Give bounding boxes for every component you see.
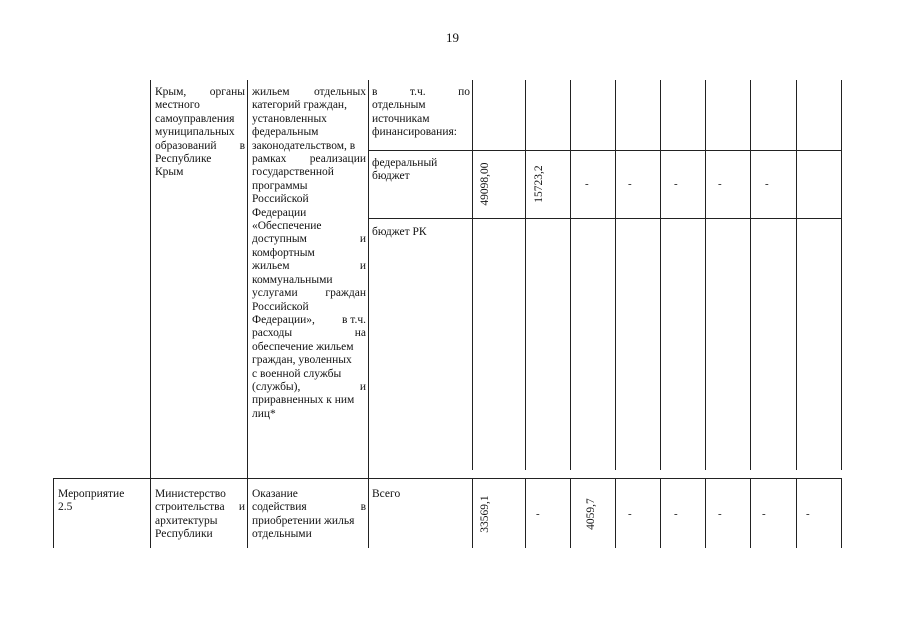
federal-dash-5: - [765, 178, 769, 190]
table-rule-horizontal [368, 150, 841, 151]
page-number: 19 [446, 30, 459, 45]
table-rule-vertical [841, 80, 842, 470]
table-rule-vertical [615, 80, 616, 470]
table-rule-vertical [472, 80, 473, 470]
table-rule-vertical [525, 478, 526, 548]
row2-dash-3: - [718, 508, 722, 520]
federal-value-2: 15723,2 [533, 165, 545, 203]
federal-budget-label: федеральный бюджет [372, 157, 438, 183]
row1-source-intro: в т.ч. по отдельным источникам финансирования: [372, 86, 470, 139]
federal-dash-3: - [674, 178, 678, 190]
row2-value-3: 4059,7 [585, 498, 597, 530]
row2-dash-5: - [806, 508, 810, 520]
table-rule-vertical [796, 478, 797, 548]
row2-dash-1: - [628, 508, 632, 520]
row2-source-total: Всего [372, 488, 401, 500]
row2-executor: Министерство строительства и архитектуры Республики [155, 488, 245, 541]
table-rule-vertical [525, 80, 526, 470]
table-rule-vertical [660, 478, 661, 548]
federal-dash-2: - [628, 178, 632, 190]
table-rule-vertical [472, 478, 473, 548]
row1-description: жильем отдельных категорий граждан, установленных федеральным законодательством, в рамках реализации государственной программы Российской Федерации «Обеспечение доступным и комфортным жильем и коммунальными услугами граждан Российской Федерации», в т.ч. расходы на обеспечение жильем граждан, уволенных с военной службы (службы), и приравненных к ним лиц* [252, 86, 366, 420]
row2-dash-2: - [674, 508, 678, 520]
table-rule-vertical [615, 478, 616, 548]
row2-dash-4: - [762, 508, 766, 520]
row2-description: Оказание содействия в приобретении жилья отдельными [252, 488, 366, 541]
row2-measure-number: Мероприятие 2.5 [58, 488, 125, 514]
row1-executor: Крым, органы местного самоуправления муниципальных образований в Республике Крым [155, 86, 245, 179]
table-rule-vertical [660, 80, 661, 470]
table-rule-horizontal [53, 478, 841, 479]
federal-dash-1: - [585, 178, 589, 190]
table-rule-vertical [796, 80, 797, 470]
table-rule-vertical [705, 478, 706, 548]
federal-dash-4: - [718, 178, 722, 190]
table-rule-vertical [705, 80, 706, 470]
rk-budget-label: бюджет РК [372, 226, 427, 238]
table-rule-horizontal [368, 218, 841, 219]
row2-value-1: 33569,1 [479, 495, 491, 533]
row2-dash-col2: - [536, 508, 540, 520]
table-rule-vertical [750, 478, 751, 548]
table-rule-vertical [841, 478, 842, 548]
federal-value-1: 49098,00 [479, 162, 491, 206]
table-rule-vertical [570, 80, 571, 470]
table-rule-vertical [750, 80, 751, 470]
table-rule-vertical [570, 478, 571, 548]
table-rule-vertical [53, 478, 54, 548]
